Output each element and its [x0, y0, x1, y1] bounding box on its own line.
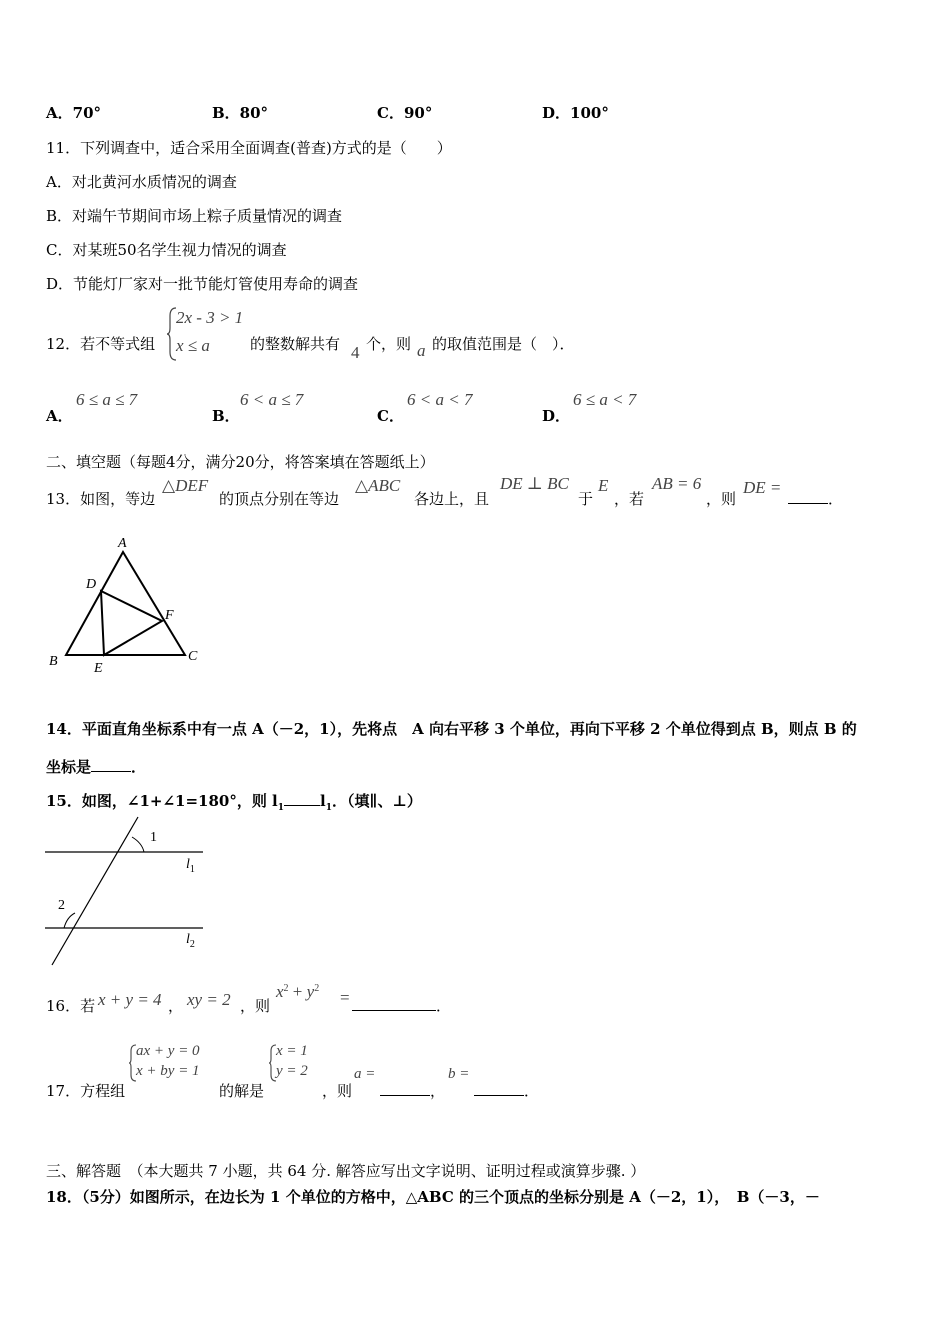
q17-b-eq: b = — [448, 1066, 470, 1082]
fig13-label-d: D — [86, 577, 97, 592]
q12-var: a — [417, 341, 426, 360]
q13-p6: ，则 — [706, 490, 737, 508]
q13-p1: 13．如图，等边 — [46, 490, 156, 508]
q13-p3: 各边上，且 — [414, 490, 490, 508]
q11-option-b: B．对端午节期间市场上粽子质量情况的调查 — [46, 207, 343, 225]
q17-a-answer[interactable]: ， — [380, 1080, 445, 1101]
q16-eq1: x + y = 4 — [98, 990, 162, 1009]
q12-option-b-expr: 6 < a ≤ 7 — [240, 390, 304, 409]
q16-sep: ， — [168, 997, 184, 1015]
q13-ab: AB = 6 — [652, 474, 702, 493]
q14-line2: 坐标是 ． — [46, 758, 147, 776]
q12-count: 4 — [351, 343, 360, 362]
q17-pre: 17．方程组 — [46, 1082, 126, 1100]
section-3-heading: 三、解答题 （本大题共 7 小题，共 64 分. 解答应写出文字说明、证明过程或演算步骤. ） — [46, 1162, 646, 1180]
q13-perp: DE ⊥ BC — [500, 474, 569, 493]
q12-inequality-system — [166, 306, 246, 362]
q12-option-a-label: A． — [46, 407, 73, 425]
q17-b-answer[interactable]: ． — [474, 1080, 539, 1101]
q12-sys-line1: 2x - 3 > 1 — [176, 308, 244, 327]
q12-option-c-expr: 6 < a < 7 — [407, 390, 473, 409]
q14-answer-blank[interactable] — [91, 757, 131, 772]
fig15-label-angle1: 1 — [150, 830, 157, 845]
fig13-label-b: B — [49, 654, 58, 669]
transversal-line — [52, 817, 138, 965]
q17-sys2-line1: x = 1 — [276, 1043, 308, 1059]
q16-answer-blank[interactable]: ． — [352, 995, 451, 1016]
q11-option-c: C．对某班50名学生视力情况的调查 — [46, 241, 287, 259]
angle-2-arc — [64, 913, 75, 928]
q17-then: ，则 — [322, 1082, 353, 1100]
q12-prefix: 12．若不等式组 — [46, 335, 156, 353]
q16-eq2: xy = 2 — [187, 990, 231, 1009]
fig15-label-l2: $l_2$ — [186, 932, 195, 950]
fig13-label-f: F — [165, 608, 174, 623]
q17-system2 — [268, 1043, 328, 1083]
q10-option-d: D．100° — [542, 104, 609, 122]
section-2-heading: 二、填空题（每题4分，满分20分，将答案填在答题纸上） — [46, 453, 435, 471]
q13-figure — [40, 530, 210, 680]
q16-eq-sign: = — [340, 988, 350, 1007]
fig13-label-a: A — [118, 536, 127, 551]
q13-e: E — [598, 476, 609, 495]
fig15-label-angle2: 2 — [58, 898, 65, 913]
q15-answer-blank[interactable] — [284, 791, 320, 806]
q14-line1: 14．平面直角坐标系中有一点 A（－2，1），先将点 A 向右平移 3 个单位，再向下平移 2 个单位得到点 B，则点 B 的 — [46, 720, 857, 738]
q18-stem: 18．（5分）如图所示，在边长为 1 个单位的方格中，△ABC 的三个顶点的坐标分别是 A（－2，1）， B（－3，－ — [46, 1188, 820, 1206]
q17-mid: 的解是 — [219, 1082, 265, 1100]
q12-option-c-label: C． — [377, 407, 404, 425]
q16-pre: 16．若 — [46, 997, 96, 1015]
q13-tri-abc: △ABC — [355, 476, 401, 495]
q12-option-d-expr: 6 ≤ a < 7 — [573, 390, 637, 409]
q10-option-a: A．70° — [46, 104, 102, 122]
q12-option-d-label: D． — [542, 407, 571, 425]
q15-figure — [40, 815, 210, 970]
q13-p2: 的顶点分别在等边 — [219, 490, 340, 508]
q17-sys2-line2: y = 2 — [276, 1063, 308, 1079]
q12-mid1: 的整数解共有 — [250, 335, 341, 353]
q12-option-a-expr: 6 ≤ a ≤ 7 — [76, 390, 138, 409]
q17-sys1-line1: ax + y = 0 — [136, 1043, 200, 1059]
fig13-label-e: E — [94, 661, 103, 676]
q12-mid2: 个，则 — [366, 335, 412, 353]
q16-expression: $x^2 + y^2$ — [276, 982, 320, 1001]
q11-option-a: A．对北黄河水质情况的调查 — [46, 173, 237, 191]
q17-system1 — [128, 1043, 220, 1083]
q11-option-d: D．节能灯厂家对一批节能灯管使用寿命的调查 — [46, 275, 359, 293]
q10-option-c: C．90° — [377, 104, 433, 122]
q13-answer-blank[interactable]: ． — [788, 488, 843, 509]
q12-suffix: 的取值范围是（ ）． — [432, 335, 575, 353]
q10-option-b: B．80° — [212, 104, 269, 122]
q13-p4: 于 — [578, 490, 594, 508]
q17-a-eq: a = — [354, 1066, 376, 1082]
q13-de: DE = — [743, 478, 782, 497]
q16-mid: ，则 — [240, 997, 271, 1015]
q17-sys1-line2: x + by = 1 — [136, 1063, 200, 1079]
q13-p5: ，若 — [614, 490, 645, 508]
q15-stem: 15．如图，∠1+∠1=180°，则 $l_1$ $l_1$．（填∥、⊥） — [46, 792, 422, 813]
fig13-label-c: C — [188, 649, 198, 664]
q11-stem: 11．下列调查中，适合采用全面调查(普查)方式的是（ ） — [46, 139, 452, 157]
angle-1-arc — [132, 837, 144, 852]
q12-option-b-label: B． — [212, 407, 240, 425]
fig15-label-l1: $l_1$ — [186, 857, 195, 875]
q12-sys-line2: x ≤ a — [176, 336, 210, 355]
q13-tri-def: △DEF — [162, 476, 209, 495]
